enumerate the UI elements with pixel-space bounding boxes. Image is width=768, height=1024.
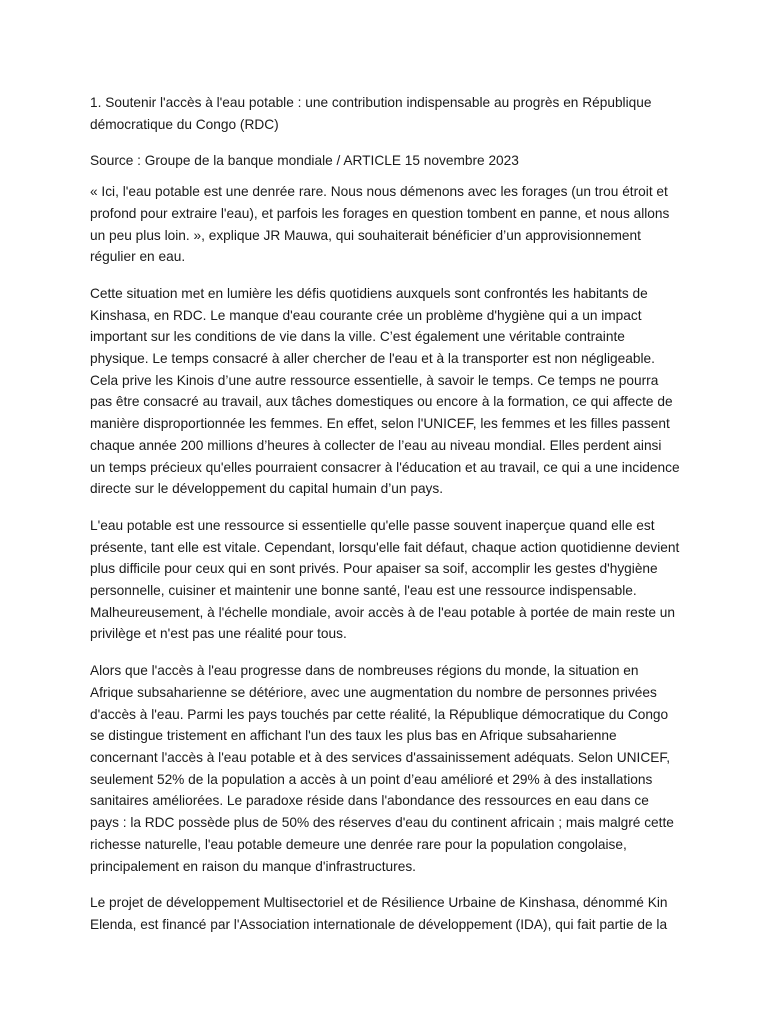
paragraph-sub-saharan-africa: Alors que l'accès à l'eau progresse dans de nombreuses régions du monde, la situation en Afrique subsaharienne se détériore, avec une augmentation du nombre de personnes privées d'accès à l'eau. Parmi les pays touchés par cette réalité, la République démocratique du Congo se distingue tristement en affichant l'un des taux les plus bas en Afrique subsaharienne concernant l'accès à l'eau potable et à des services d'assainissement adéquats. Selon UNICEF, seulement 52% de la population a accès à un point d’eau amélioré et 29% à des installations sanitaires améliorées. Le paradoxe réside dans l'abondance des ressources en eau dans ce pays : la RDC possède plus de 50% des réserves d'eau du continent africain ; mais malgré cette richesse naturelle, l'eau potable demeure une denrée rare pour la population congolaise, principalement en raison du manque d'infrastructures.: [90, 663, 674, 874]
paragraph-kinshasa-challenges: Cette situation met en lumière les défis quotidiens auxquels sont confrontés les habitants de Kinshasa, en RDC. Le manque d'eau courante crée un problème d'hygiène qui a un impact important sur les conditions de vie dans la ville. C’est également une véritable contrainte physique. Le temps consacré à aller chercher de l'eau et à la transporter est non négligeable. Cela prive les Kinois d’une autre ressource essentielle, à savoir le temps. Ce temps ne pourra pas être consacré au travail, aux tâches domestiques ou encore à la formation, ce qui affecte de manière disproportionnée les femmes. En effet, selon l'UNICEF, les femmes et les filles passent chaque année 200 millions d’heures à collecter de l’eau au niveau mondial. Elles perdent ainsi un temps précieux qu'elles pourraient consacrer à l'éducation et au travail, ce qui a une incidence directe sur le développement du capital humain d’un pays.: [90, 285, 680, 497]
article-heading: 1. Soutenir l'accès à l'eau potable : une contribution indispensable au progrès en République démocratique du Congo (RDC): [90, 95, 652, 132]
paragraph-quote: « Ici, l'eau potable est une denrée rare. Nous nous démenons avec les forages (un trou étroit et profond pour extraire l'eau), et parfois les forages en question tombent en panne, et nous allons un peu plus loin. », explique JR Mauwa, qui souhaiterait bénéficier d’un approvisionnement régulier en eau.: [90, 184, 670, 265]
paragraph-essential-resource: L'eau potable est une ressource si essentielle qu'elle passe souvent inaperçue quand elle est présente, tant elle est vitale. Cependant, lorsqu'elle fait défaut, chaque action quotidienne devient plus difficile pour ceux qui en sont privés. Pour apaiser sa soif, accomplir les gestes d'hygiène personnelle, cuisiner et maintenir une bonne santé, l'eau est une ressource indispensable. Malheureusement, à l'échelle mondiale, avoir accès à de l'eau potable à portée de main reste un privilège et n'est pas une réalité pour tous.: [90, 517, 680, 642]
article-source: Source : Groupe de la banque mondiale / ARTICLE 15 novembre 2023: [90, 153, 519, 169]
paragraph-kin-elenda-project: Le projet de développement Multisectoriel et de Résilience Urbaine de Kinshasa, dénommé Kin Elenda, est financé par l'Association internationale de développement (IDA), qui fait partie de la: [90, 895, 668, 932]
document-body: [90, 92, 680, 951]
